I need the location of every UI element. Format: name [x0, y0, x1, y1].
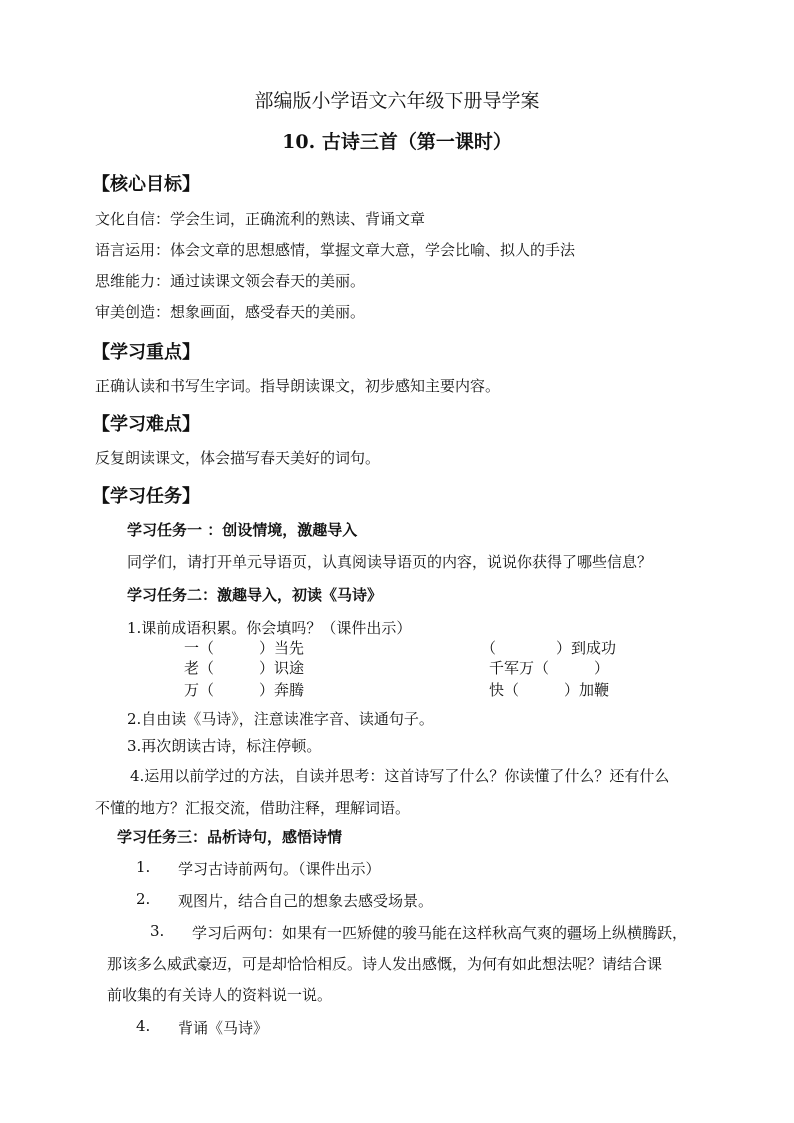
- task1-title: 学习任务一 ：创设情境，激趣导入: [127, 521, 358, 539]
- task3-item-text: 观图片，结合自己的想象去感受场景。: [178, 892, 434, 910]
- task3-item-num: 4.: [136, 1017, 151, 1035]
- core-goal-item: 文化自信：学会生词，正确流利的熟读、背诵文章: [95, 210, 426, 228]
- idiom-blank: 万（ ）奔腾: [184, 681, 305, 699]
- core-goal-item: 思维能力：通过读课文领会春天的美丽。: [95, 272, 366, 290]
- doc-title: 部编版小学语文六年级下册导学案: [254, 90, 540, 112]
- task3-item-num: 2.: [136, 890, 151, 908]
- idiom-blank: 快（ ）加鞭: [489, 681, 610, 699]
- task2-item-2: 2.自由读《马诗》，注意读准字音、读通句子。: [127, 710, 434, 728]
- key-points-text: 正确认读和书写生字词。指导朗读课文，初步感知主要内容。: [95, 377, 501, 395]
- lesson-title: 10. 古诗三首（第一课时）: [282, 131, 512, 153]
- task3-item-text: 学习古诗前两句。（课件出示）: [178, 860, 381, 878]
- task2-title: 学习任务二：激趣导入，初读《马诗》: [127, 586, 383, 604]
- task3-item-num: 3.: [150, 922, 165, 940]
- difficulties-heading: 【学习难点】: [92, 414, 200, 435]
- task3-item-cont: 那该多么威武豪迈，可是却恰恰相反。诗人发出感慨，为何有如此想法呢？请结合课: [107, 955, 663, 973]
- task2-item-1: 1.课前成语积累。你会填吗？（课件出示）: [127, 619, 412, 637]
- task2-item-4: 4.运用以前学过的方法，自读并思考：这首诗写了什么？你读懂了什么？还有什么: [130, 767, 670, 785]
- task3-title: 学习任务三：品析诗句，感悟诗情: [117, 828, 343, 846]
- idiom-blank: 老（ ）识途: [184, 659, 305, 677]
- difficulties-text: 反复朗读课文，体会描写春天美好的词句。: [95, 449, 381, 467]
- core-goal-item: 语言运用：体会文章的思想感情，掌握文章大意，学会比喻、拟人的手法: [95, 241, 576, 259]
- task3-item-cont: 前收集的有关诗人的资料说一说。: [107, 986, 333, 1004]
- task3-item-text: 背诵《马诗》: [178, 1019, 269, 1037]
- core-goals-heading: 【核心目标】: [92, 174, 200, 195]
- idiom-blank: 一（ ）当先: [184, 639, 305, 657]
- task3-item-num: 1.: [136, 858, 151, 876]
- task3-item-text: 学习后两句：如果有一匹矫健的骏马能在这样秋高气爽的疆场上纵横腾跃，: [192, 924, 688, 942]
- tasks-heading: 【学习任务】: [92, 486, 200, 507]
- task2-item-3: 3.再次朗读古诗，标注停顿。: [127, 737, 322, 755]
- task2-item-4-cont: 不懂的地方？汇报交流，借助注释，理解词语。: [95, 799, 411, 817]
- task1-text: 同学们，请打开单元导语页，认真阅读导语页的内容，说说你获得了哪些信息？: [127, 553, 653, 571]
- idiom-blank: （ ）到成功: [481, 639, 617, 657]
- idiom-blank: 千军万（ ）: [489, 659, 610, 677]
- core-goal-item: 审美创造：想象画面，感受春天的美丽。: [95, 303, 366, 321]
- key-points-heading: 【学习重点】: [92, 342, 200, 363]
